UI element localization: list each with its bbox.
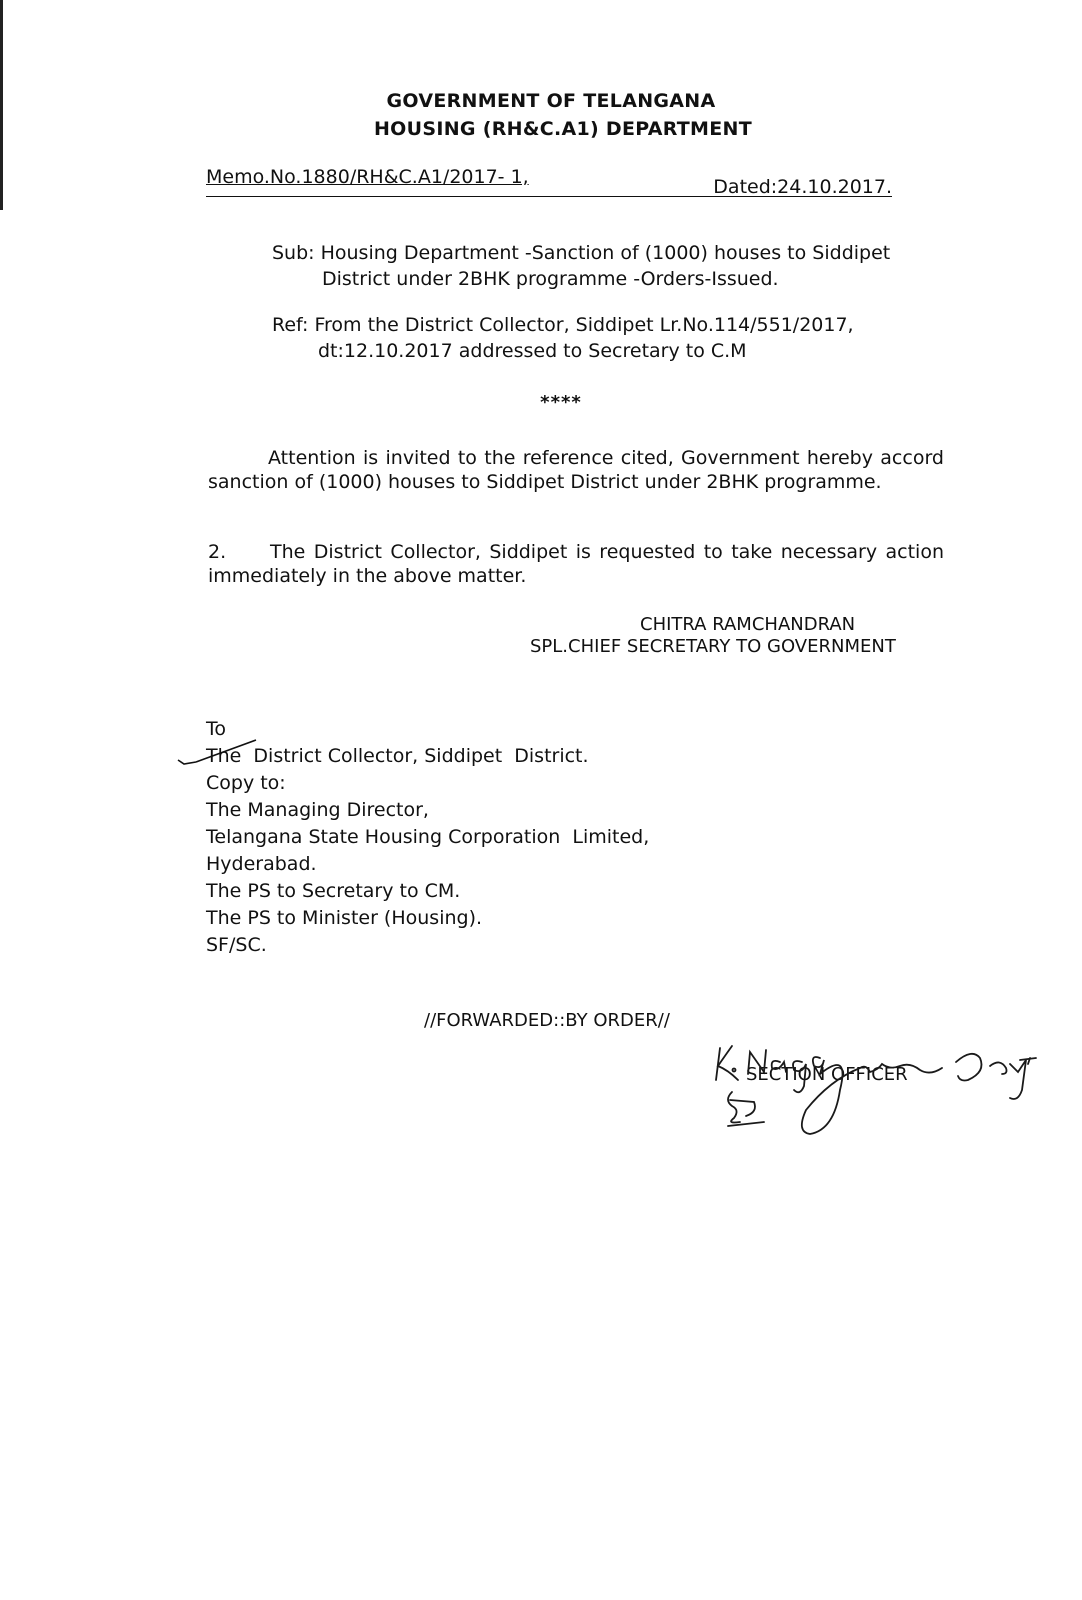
- to-recipient: The District Collector, Siddipet District.: [206, 745, 589, 767]
- memo-row: [206, 166, 892, 197]
- section-officer-label: SECTION OFFICER: [746, 1064, 908, 1085]
- to-label: [206, 716, 806, 743]
- memo-date: Dated:24.10.2017.: [713, 176, 892, 198]
- paragraph-1: Attention is invited to the reference cited, Government hereby accord sanction of (1000) houses to Siddipet District under 2BHK programme.: [208, 447, 944, 493]
- copy-recipient-4: The PS to Secretary to CM.: [206, 880, 461, 902]
- paragraph-2-number: 2.: [208, 541, 227, 563]
- subject-line-1: Sub: Housing Department -Sanction of (1000) houses to Siddipet: [272, 242, 891, 264]
- reference-block: [272, 312, 952, 364]
- signatory-name: CHITRA RAMCHANDRAN: [640, 614, 856, 635]
- to-label-text: To: [206, 718, 227, 740]
- tick-mark-icon: [176, 738, 266, 778]
- paragraph-2: [208, 540, 944, 588]
- signature-area: [710, 1040, 1050, 1150]
- copy-recipient-2: Telangana State Housing Corporation Limited,: [206, 826, 650, 848]
- paragraph-2-text: The District Collector, Siddipet is requested to take necessary action immediately in the above matter.: [208, 541, 944, 587]
- reference-line-1: Ref: From the District Collector, Siddipet Lr.No.114/551/2017,: [272, 314, 854, 336]
- signatory-designation: SPL.CHIEF SECRETARY TO GOVERNMENT: [530, 636, 896, 657]
- copy-recipient-3: Hyderabad.: [206, 853, 317, 875]
- copy-recipient-5: The PS to Minister (Housing).: [206, 907, 483, 929]
- address-block: [206, 716, 806, 959]
- forwarded-by-order: //FORWARDED::BY ORDER//: [424, 1010, 670, 1031]
- government-title: GOVERNMENT OF TELANGANA: [386, 90, 716, 112]
- copy-recipient-1: The Managing Director,: [206, 799, 429, 821]
- handwritten-signature-icon: [710, 1040, 1050, 1150]
- memo-number: Memo.No.1880/RH&C.A1/2017- 1,: [206, 166, 529, 188]
- subject-block: [272, 240, 952, 292]
- reference-line-2: dt:12.10.2017 addressed to Secretary to C.M: [318, 340, 747, 362]
- subject-line-2: District under 2BHK programme -Orders-Issued.: [322, 268, 779, 290]
- copy-to-label: Copy to:: [206, 772, 286, 794]
- department-title: HOUSING (RH&C.A1) DEPARTMENT: [373, 118, 753, 140]
- scan-edge: [0, 0, 3, 210]
- separator: ****: [540, 392, 582, 413]
- copy-recipient-6: SF/SC.: [206, 934, 267, 956]
